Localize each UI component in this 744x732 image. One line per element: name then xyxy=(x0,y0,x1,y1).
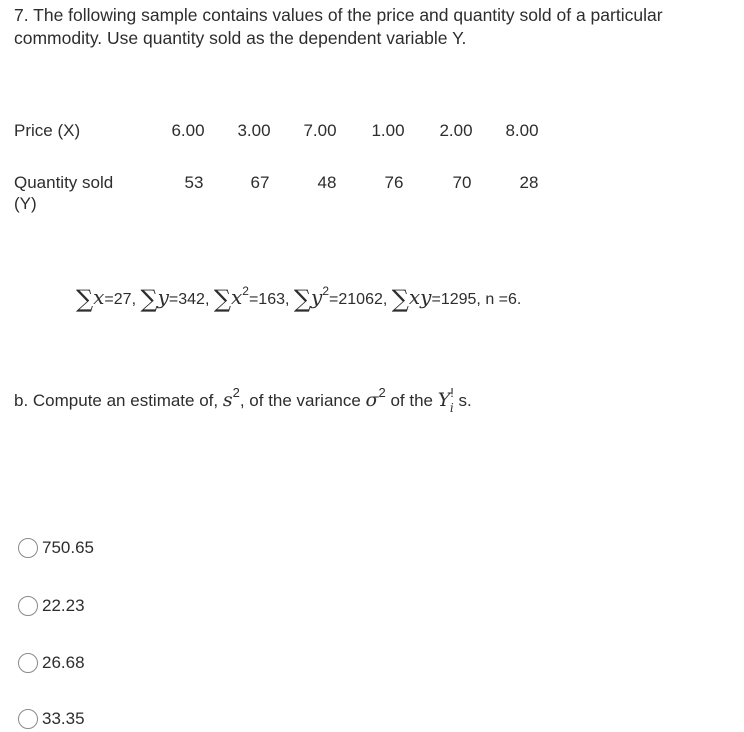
answer-option-label: 22.23 xyxy=(42,596,85,615)
quantity-cell: 28 xyxy=(519,173,539,192)
summary-statistics xyxy=(76,283,521,314)
var-x: x xyxy=(230,285,243,309)
radio-button[interactable] xyxy=(18,538,38,558)
sum-x2-value: =163, xyxy=(248,291,294,308)
price-cell: 8.00 xyxy=(505,121,539,140)
quantity-row-label-symbol: (Y) xyxy=(14,194,37,213)
part-b-prefix: b. Compute an estimate of, xyxy=(14,391,223,410)
var-y: y xyxy=(157,285,169,309)
quantity-cell: 67 xyxy=(250,173,270,192)
answer-option-label: 26.68 xyxy=(42,653,85,672)
quantity-cell: 53 xyxy=(184,173,204,192)
var-xy: xy xyxy=(408,285,432,309)
y-prime: ! xyxy=(450,385,454,400)
part-b-prompt xyxy=(14,385,472,415)
exponent: 2 xyxy=(322,284,330,298)
part-b-of-the: of the xyxy=(385,391,438,410)
price-cell: 2.00 xyxy=(439,121,473,140)
sum-xy-value: =1295, n =6. xyxy=(431,291,522,308)
sigma-variance-symbol: σ xyxy=(365,389,379,411)
answer-option[interactable] xyxy=(18,593,85,619)
quantity-row-label: Quantity sold xyxy=(14,173,114,192)
sigma-symbol: ∑ xyxy=(76,285,94,313)
answer-option[interactable] xyxy=(18,706,85,732)
price-cell: 1.00 xyxy=(371,121,405,140)
s-symbol: s xyxy=(222,389,233,411)
price-row-label: Price (X) xyxy=(14,121,81,140)
s-exponent: 2 xyxy=(232,385,240,400)
sum-y2-value: =21062, xyxy=(329,291,392,308)
price-cell: 6.00 xyxy=(171,121,205,140)
sigma-symbol: ∑ xyxy=(293,285,312,313)
answer-option[interactable] xyxy=(18,650,85,676)
part-b-middle: , of the variance xyxy=(239,391,366,410)
exponent: 2 xyxy=(242,284,249,298)
radio-button[interactable] xyxy=(18,709,38,729)
quantity-cell: 48 xyxy=(317,173,337,192)
price-cell: 7.00 xyxy=(303,121,337,140)
var-x: x xyxy=(93,285,105,309)
answer-option-label: 750.65 xyxy=(42,538,94,557)
quantity-cell: 70 xyxy=(452,173,472,192)
quantity-cell: 76 xyxy=(384,173,404,192)
question-text: 7. The following sample contains values of the price and quantity sold of a particular commodity. Use quantity sold as the dependent variable Y. xyxy=(14,5,663,48)
price-cell: 3.00 xyxy=(237,121,271,140)
sigma-symbol: ∑ xyxy=(391,285,409,313)
sum-x-value: =27, xyxy=(104,291,141,308)
y-symbol: Y xyxy=(437,389,451,411)
part-b-suffix: s. xyxy=(453,391,472,410)
radio-button[interactable] xyxy=(18,596,38,616)
answer-option[interactable] xyxy=(18,535,94,561)
radio-button[interactable] xyxy=(18,653,38,673)
sigma-symbol: ∑ xyxy=(213,285,231,313)
var-y: y xyxy=(311,285,323,309)
answer-option-label: 33.35 xyxy=(42,709,85,728)
sigma-exponent: 2 xyxy=(378,385,386,400)
sum-y-value: =342, xyxy=(168,291,214,308)
sigma-symbol: ∑ xyxy=(140,285,158,313)
y-subscript-i: i xyxy=(449,401,454,415)
